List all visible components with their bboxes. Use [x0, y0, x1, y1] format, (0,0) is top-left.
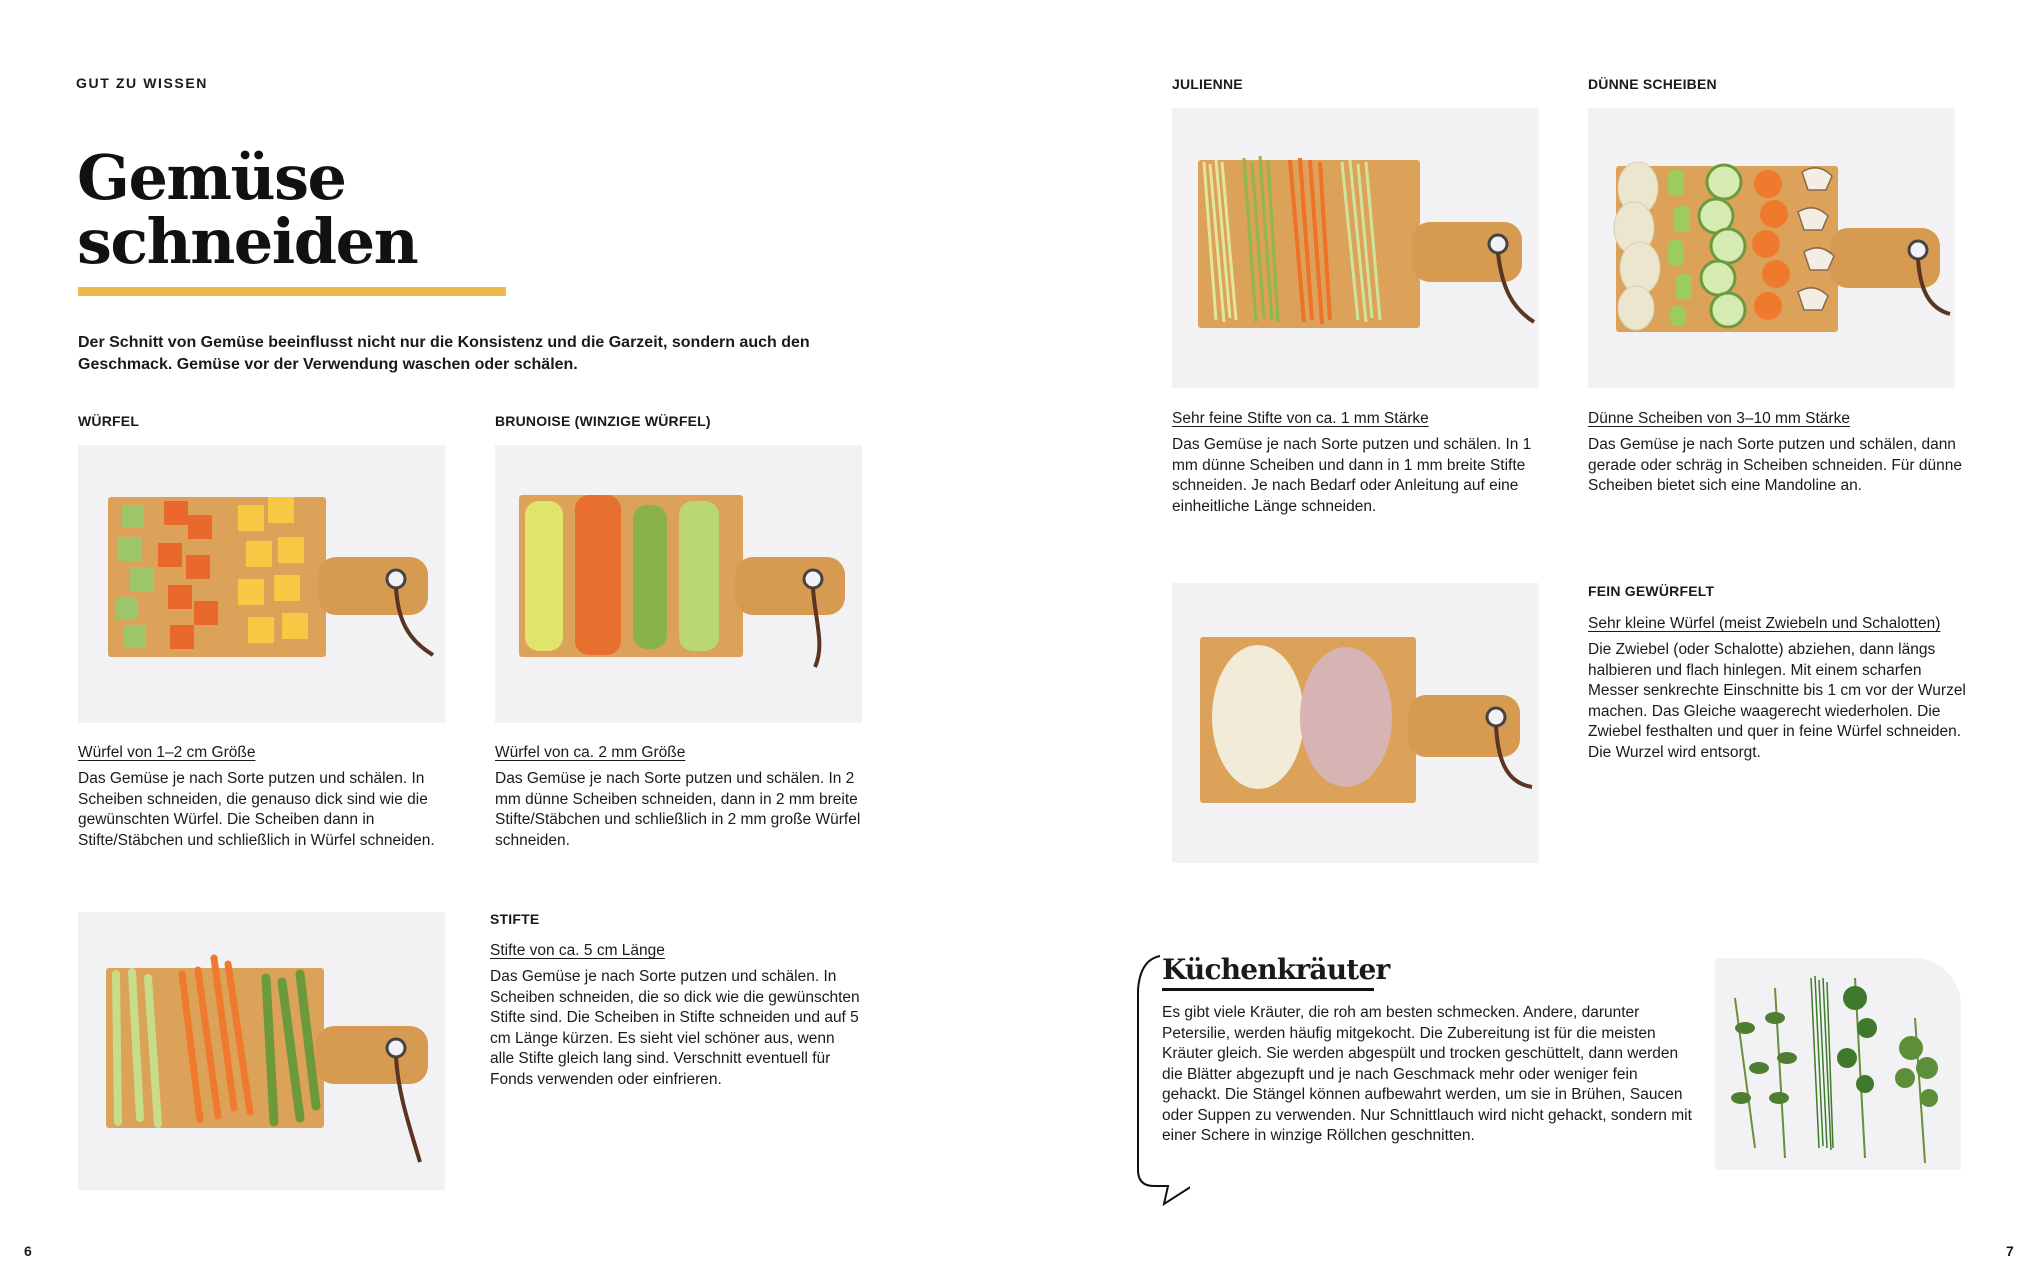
subtitle-julienne: Sehr feine Stifte von ca. 1 mm Stärke	[1172, 410, 1429, 427]
page-number-left: 6	[24, 1243, 32, 1259]
photo-stifte	[78, 912, 445, 1190]
herbs-title: Küchenkräuter	[1162, 953, 1390, 986]
herbs-title-underline	[1162, 988, 1374, 991]
body-brunoise: Das Gemüse je nach Sorte putzen und schälen. In 2 mm dünne Scheiben schneiden, dann in 2 mm breite Stifte/Stäbchen und schließlich in 2 mm große Würfel schneiden.	[495, 770, 861, 849]
page-title	[77, 141, 418, 278]
page-number-right: 7	[2006, 1243, 2014, 1259]
photo-brunoise	[495, 445, 862, 723]
subtitle-brunoise: Würfel von ca. 2 mm Größe	[495, 744, 686, 761]
heading-wuerfel: WÜRFEL	[78, 413, 140, 429]
page-title-line-1: Gemüse	[77, 141, 346, 214]
title-underline-bar	[78, 287, 506, 296]
subtitle-stifte: Stifte von ca. 5 cm Länge	[490, 942, 665, 959]
photo-scheiben	[1588, 108, 1955, 388]
body-wuerfel: Das Gemüse je nach Sorte putzen und schälen. In Scheiben schneiden, die genauso dick sind wie die gewünschten Würfel. Die Scheiben dann in Stifte/Stäbchen und schließlich in Würfel schneiden.	[78, 770, 435, 849]
subtitle-fein: Sehr kleine Würfel (meist Zwiebeln und Schalotten)	[1588, 615, 1941, 632]
body-stifte: Das Gemüse je nach Sorte putzen und schälen. In Scheiben schneiden, die so dick wie die gewünschten Stifte sind. Die Scheiben in Stifte schneiden und auf 5 cm Länge kürzen. Es sieht viel schöner aus, wenn alle Stifte gleich lang sind. Verschnitt eventuell für Fonds verwenden oder einfrieren.	[490, 968, 860, 1088]
heading-brunoise: BRUNOISE (WINZIGE WÜRFEL)	[495, 413, 711, 429]
body-fein: Die Zwiebel (oder Schalotte) abziehen, dann längs halbieren und flach hinlegen. Mit einem scharfen Messer senkrechte Einschnitte bis 1 cm vor der Wurzel machen. Das Gleiche waagerecht wiederholen. Die Zwiebel festhalten und quer in feine Würfel schneiden. Die Wurzel wird entsorgt.	[1588, 641, 1966, 761]
intro-text: Der Schnitt von Gemüse beeinflusst nicht nur die Konsistenz und die Garzeit, sondern auch den Geschmack. Gemüse vor der Verwendung waschen oder schälen.	[78, 334, 810, 373]
photo-julienne	[1172, 108, 1539, 388]
body-scheiben: Das Gemüse je nach Sorte putzen und schälen, dann gerade oder schräg in Scheiben schneiden. Für dünne Scheiben bietet sich eine Mandoline an.	[1588, 436, 1962, 494]
herbs-body: Es gibt viele Kräuter, die roh am besten schmecken. Andere, darunter Petersilie, werden häufig mitgekocht. Die Zubereitung ist für die meisten Kräuter gleich. Sie werden abgespült und trocken geschüttelt, dann werden die Blätter abgezupft und je nach Geschmack mehr oder weniger fein gehackt. Die Stängel können aufbewahrt werden, um sie in Brühen, Saucen oder Suppen zu verwenden. Nur Schnittlauch wird nicht gehackt, sondern mit einer Schere in winzige Röllchen geschnitten.	[1162, 1004, 1692, 1144]
photo-wuerfel	[78, 445, 445, 723]
heading-fein: FEIN GEWÜRFELT	[1588, 583, 1715, 599]
photo-herbs	[1715, 958, 1961, 1170]
body-julienne: Das Gemüse je nach Sorte putzen und schälen. In 1 mm dünne Scheiben und dann in 1 mm breite Stifte schneiden. Je nach Bedarf oder Anleitung auf eine einheitliche Länge schneiden.	[1172, 436, 1532, 515]
heading-scheiben: DÜNNE SCHEIBEN	[1588, 76, 1717, 92]
heading-stifte: STIFTE	[490, 911, 540, 927]
page-title-line-2: schneiden	[77, 205, 418, 278]
subtitle-scheiben: Dünne Scheiben von 3–10 mm Stärke	[1588, 410, 1850, 427]
subtitle-wuerfel: Würfel von 1–2 cm Größe	[78, 744, 256, 761]
photo-fein	[1172, 583, 1539, 863]
heading-julienne: JULIENNE	[1172, 76, 1243, 92]
eyebrow-label: GUT ZU WISSEN	[76, 75, 209, 91]
